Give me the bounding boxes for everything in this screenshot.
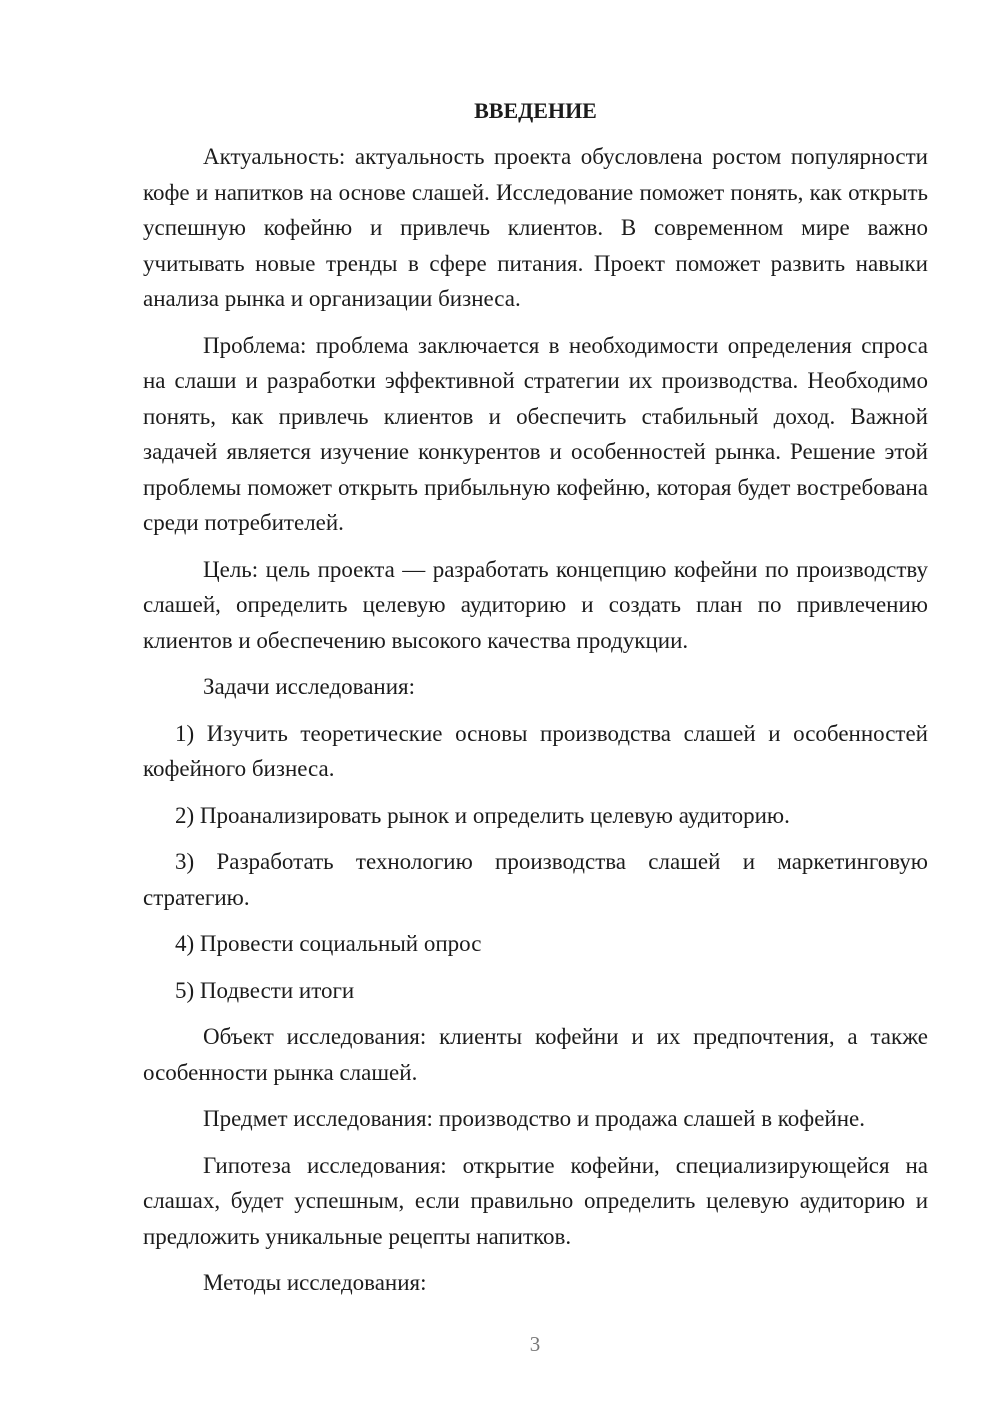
paragraph-relevance: Актуальность: актуальность проекта обусловлена ростом популярности кофе и напитков на основе слашей. Исследование поможет понять, как открыть успешную кофейню и привлечь клиентов. В современном мире важно учитывать новые тренды в сфере питания. Проект поможет развить навыки анализа рынка и организации бизнеса.: [143, 144, 928, 311]
page-body: [143, 96, 928, 1301]
task-item-5: 5) Подвести итоги: [175, 977, 355, 1003]
paragraph-subject: Предмет исследования: производство и продажа слашей в кофейне.: [203, 1106, 865, 1131]
paragraph-tasks-heading: Задачи исследования:: [203, 674, 416, 699]
section-title: ВВЕДЕНИЕ: [474, 98, 597, 123]
paragraph-methods: Методы исследования:: [203, 1270, 427, 1295]
task-item-4: 4) Провести социальный опрос: [175, 931, 482, 956]
task-item-3: 3) Разработать технологию производства слашей и маркетинговую стратегию.: [143, 849, 928, 910]
paragraph-hypothesis: Гипотеза исследования: открытие кофейни, специализирующейся на слашах, будет успешным, если правильно определить целевую аудиторию и предложить уникальные рецепты напитков.: [143, 1152, 928, 1249]
task-item-2: 2) Проанализировать рынок и определить целевую аудиторию.: [175, 802, 790, 828]
task-item-1: 1) Изучить теоретические основы производства слашей и особенностей кофейного бизнеса.: [143, 720, 928, 781]
paragraph-object: Объект исследования: клиенты кофейни и их предпочтения, а также особенности рынка слашей.: [143, 1024, 928, 1085]
paragraph-goal: Цель: цель проекта — разработать концепцию кофейни по производству слашей, определить целевую аудиторию и создать план по привлечению клиентов и обеспечению высокого качества продукции.: [143, 556, 928, 653]
page-number: 3: [529, 1332, 541, 1356]
paragraph-problem: Проблема: проблема заключается в необходимости определения спроса на слаши и разработки эффективной стратегии их производства. Необходимо понять, как привлечь клиентов и обеспечить стабильный доход. Важной задачей является изучение конкурентов и особенностей рынка. Решение этой проблемы поможет открыть прибыльную кофейню, которая будет востребована среди потребителей.: [143, 332, 928, 535]
